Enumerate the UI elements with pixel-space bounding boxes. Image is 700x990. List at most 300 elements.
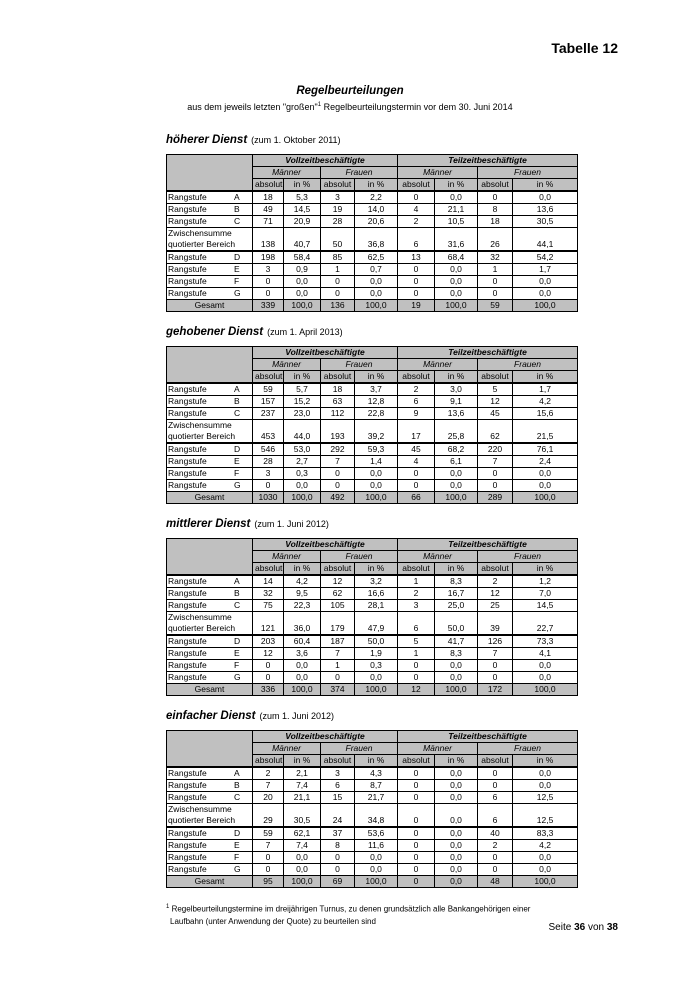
rangstufe-text: Rangstufe [168,444,207,454]
zwischensumme-tz-men-absolut: 6 [398,623,435,635]
rangstufe-text: Rangstufe [168,768,207,778]
gesamt-label: Gesamt [167,300,253,312]
subtitle-footnote-marker: 1 [317,102,322,108]
gesamt-tz-women-absolut: 172 [478,684,513,696]
empty-cell [321,612,355,624]
zwischensumme-row-label [167,228,578,240]
cell-tz-women-absolut: 220 [478,443,513,456]
cell-tz-men-pct: 0,0 [435,864,478,876]
cell-tz-men-pct: 0,0 [435,191,478,204]
header-in-percent: in % [284,755,321,768]
rangstufe-label [167,792,253,804]
zwischensumme-women-absolut: 193 [321,431,355,443]
table-row [167,780,578,792]
empty-cell [398,804,435,816]
cell-tz-women-absolut: 0 [478,672,513,684]
gesamt-label: Gesamt [167,876,253,888]
cell-tz-men-absolut: 0 [398,480,435,492]
zwischensumme-label: Zwischensumme [167,612,253,624]
cell-men-pct: 0,3 [284,468,321,480]
cell-tz-women-absolut: 2 [478,840,513,852]
quotierter-bereich-label: quotierter Bereich [167,815,253,827]
rangstufe-label [167,251,253,264]
gesamt-tz-women-pct: 100,0 [513,300,578,312]
cell-tz-women-pct: 4,1 [513,648,578,660]
cell-men-pct: 7,4 [284,780,321,792]
table-row [167,276,578,288]
gesamt-tz-men-pct: 100,0 [435,492,478,504]
empty-cell [513,612,578,624]
cell-men-pct: 3,6 [284,648,321,660]
gesamt-women-absolut: 136 [321,300,355,312]
zwischensumme-tz-women-pct: 44,1 [513,239,578,251]
rangstufe-letter: F [234,660,240,670]
cell-men-pct: 0,0 [284,864,321,876]
cell-tz-women-absolut: 0 [478,276,513,288]
gesamt-women-pct: 100,0 [355,684,398,696]
section-date: (zum 1. Oktober 2011) [251,135,341,145]
header-absolut: absolut [321,563,355,576]
cell-women-pct: 14,0 [355,204,398,216]
cell-tz-men-pct: 0,0 [435,780,478,792]
document-title: Regelbeurteilungen [296,85,404,97]
rangstufe-letter: C [234,408,241,418]
quotierter-bereich-label: quotierter Bereich [167,623,253,635]
gesamt-women-absolut: 492 [321,492,355,504]
gesamt-tz-women-pct: 100,0 [513,492,578,504]
header-vz-women: Frauen [321,167,398,179]
gesamt-tz-men-pct: 100,0 [435,684,478,696]
cell-tz-men-pct: 41,7 [435,635,478,648]
gesamt-row [167,492,578,504]
table-row [167,443,578,456]
cell-men-pct: 53,0 [284,443,321,456]
cell-men-absolut: 0 [253,276,284,288]
cell-women-pct: 0,0 [355,672,398,684]
cell-tz-men-pct: 3,0 [435,383,478,396]
rangstufe-text: Rangstufe [168,288,207,298]
cell-tz-women-absolut: 126 [478,635,513,648]
cell-men-pct: 4,2 [284,575,321,588]
cell-men-pct: 0,9 [284,264,321,276]
empty-cell [253,612,284,624]
rangstufe-text: Rangstufe [168,216,207,226]
cell-tz-men-absolut: 45 [398,443,435,456]
header-absolut: absolut [253,755,284,768]
header-tz-women: Frauen [478,167,578,179]
section-date: (zum 1. Juni 2012) [254,519,329,529]
rangstufe-letter: A [234,192,240,202]
rangstufe-letter: G [234,288,241,298]
cell-men-absolut: 0 [253,864,284,876]
empty-cell [398,228,435,240]
rangstufe-letter: A [234,768,240,778]
cell-men-absolut: 0 [253,660,284,672]
cell-women-absolut: 3 [321,191,355,204]
cell-men-pct: 21,1 [284,792,321,804]
rangstufe-text: Rangstufe [168,780,207,790]
rangstufe-text: Rangstufe [168,384,207,394]
header-in-percent: in % [284,563,321,576]
cell-women-pct: 3,7 [355,383,398,396]
cell-tz-men-pct: 0,0 [435,264,478,276]
cell-tz-women-absolut: 12 [478,396,513,408]
rangstufe-label [167,648,253,660]
gesamt-tz-men-absolut: 66 [398,492,435,504]
cell-men-pct: 0,0 [284,852,321,864]
cell-tz-men-absolut: 0 [398,852,435,864]
rangstufe-letter: G [234,864,241,874]
cell-tz-women-pct: 0,0 [513,780,578,792]
zwischensumme-label: Zwischensumme [167,420,253,432]
cell-men-absolut: 7 [253,780,284,792]
zwischensumme-tz-men-pct: 25,8 [435,431,478,443]
zwischensumme-tz-men-pct: 50,0 [435,623,478,635]
header-teilzeit: Teilzeitbeschäftigte [398,539,578,551]
cell-tz-women-absolut: 5 [478,383,513,396]
cell-women-absolut: 1 [321,264,355,276]
cell-women-absolut: 18 [321,383,355,396]
empty-cell [284,228,321,240]
cell-tz-women-pct: 0,0 [513,468,578,480]
cell-women-pct: 0,0 [355,852,398,864]
cell-men-absolut: 546 [253,443,284,456]
data-table [166,346,578,504]
rangstufe-letter: A [234,384,240,394]
gesamt-men-absolut: 339 [253,300,284,312]
cell-men-pct: 0,0 [284,288,321,300]
cell-men-absolut: 14 [253,575,284,588]
cell-men-pct: 22,3 [284,600,321,612]
cell-women-pct: 1,9 [355,648,398,660]
cell-men-absolut: 71 [253,216,284,228]
cell-tz-women-pct: 4,2 [513,396,578,408]
zwischensumme-row [167,431,578,443]
header-in-percent: in % [355,563,398,576]
document-subtitle [0,102,700,112]
cell-women-pct: 0,0 [355,288,398,300]
cell-women-absolut: 7 [321,456,355,468]
header-vz-men: Männer [253,359,321,371]
zwischensumme-tz-women-absolut: 26 [478,239,513,251]
zwischensumme-label: Zwischensumme [167,228,253,240]
cell-women-pct: 0,0 [355,864,398,876]
header-corner-cell [167,731,253,768]
rangstufe-letter: D [234,828,241,838]
cell-women-absolut: 8 [321,840,355,852]
cell-women-absolut: 3 [321,767,355,780]
header-row-groups [167,347,578,359]
gesamt-men-pct: 100,0 [284,876,321,888]
empty-cell [478,228,513,240]
zwischensumme-men-absolut: 29 [253,815,284,827]
cell-tz-women-absolut: 1 [478,264,513,276]
cell-tz-men-absolut: 2 [398,588,435,600]
cell-men-absolut: 59 [253,383,284,396]
rangstufe-letter: C [234,792,241,802]
rangstufe-label [167,780,253,792]
empty-cell [478,804,513,816]
header-in-percent: in % [435,755,478,768]
gesamt-tz-women-absolut: 289 [478,492,513,504]
zwischensumme-tz-women-pct: 22,7 [513,623,578,635]
header-absolut: absolut [478,563,513,576]
cell-women-absolut: 6 [321,780,355,792]
header-vollzeit: Vollzeitbeschäftigte [253,347,398,359]
cell-tz-women-absolut: 0 [478,468,513,480]
cell-tz-men-absolut: 0 [398,864,435,876]
footnote [166,901,586,928]
cell-tz-men-absolut: 0 [398,660,435,672]
cell-tz-women-absolut: 2 [478,575,513,588]
header-row-groups [167,539,578,551]
cell-women-pct: 4,3 [355,767,398,780]
cell-women-pct: 16,6 [355,588,398,600]
rangstufe-label [167,191,253,204]
rangstufe-text: Rangstufe [168,636,207,646]
table-row [167,792,578,804]
empty-cell [398,420,435,432]
table-row [167,396,578,408]
zwischensumme-tz-men-pct: 31,6 [435,239,478,251]
zwischensumme-tz-women-pct: 12,5 [513,815,578,827]
cell-men-absolut: 0 [253,480,284,492]
section-heading [166,710,334,722]
rangstufe-text: Rangstufe [168,192,207,202]
table-number-label: Tabelle 12 [551,40,618,56]
rangstufe-label [167,480,253,492]
zwischensumme-row [167,815,578,827]
cell-men-absolut: 32 [253,588,284,600]
rangstufe-letter: F [234,852,240,862]
rangstufe-label [167,408,253,420]
empty-cell [513,420,578,432]
header-row-groups [167,731,578,743]
cell-women-absolut: 0 [321,864,355,876]
footnote-line-2: Laufbahn (unter Anwendung der Quote) zu beurteilen sind [170,916,376,926]
rangstufe-letter: B [234,204,240,214]
cell-men-absolut: 203 [253,635,284,648]
cell-men-pct: 58,4 [284,251,321,264]
cell-tz-men-pct: 9,1 [435,396,478,408]
rangstufe-label [167,396,253,408]
cell-tz-women-pct: 7,0 [513,588,578,600]
rangstufe-label [167,840,253,852]
cell-tz-women-pct: 83,3 [513,827,578,840]
gesamt-tz-women-absolut: 48 [478,876,513,888]
cell-women-absolut: 0 [321,672,355,684]
rangstufe-label [167,288,253,300]
cell-tz-women-pct: 15,6 [513,408,578,420]
cell-women-pct: 12,8 [355,396,398,408]
cell-men-pct: 0,0 [284,672,321,684]
cell-tz-men-pct: 0,0 [435,660,478,672]
header-in-percent: in % [355,371,398,384]
cell-women-absolut: 112 [321,408,355,420]
section-date: (zum 1. Juni 2012) [259,711,335,721]
header-in-percent: in % [513,563,578,576]
header-tz-men: Männer [398,743,478,755]
table-row [167,600,578,612]
section-heading [166,518,329,530]
rangstufe-label [167,852,253,864]
header-corner-cell [167,539,253,576]
rangstufe-label [167,383,253,396]
cell-men-pct: 2,7 [284,456,321,468]
cell-tz-men-absolut: 4 [398,204,435,216]
header-absolut: absolut [321,371,355,384]
cell-tz-women-absolut: 18 [478,216,513,228]
cell-women-pct: 59,3 [355,443,398,456]
gesamt-label: Gesamt [167,492,253,504]
rangstufe-label [167,600,253,612]
cell-women-absolut: 0 [321,276,355,288]
gesamt-tz-men-absolut: 19 [398,300,435,312]
cell-tz-women-absolut: 45 [478,408,513,420]
cell-tz-men-absolut: 0 [398,264,435,276]
header-vz-women: Frauen [321,359,398,371]
section-title: einfacher Dienst [166,710,256,722]
cell-women-absolut: 1 [321,660,355,672]
empty-cell [513,228,578,240]
zwischensumme-women-pct: 39,2 [355,431,398,443]
gesamt-women-pct: 100,0 [355,876,398,888]
cell-tz-women-pct: 0,0 [513,672,578,684]
rangstufe-text: Rangstufe [168,576,207,586]
cell-tz-men-absolut: 0 [398,191,435,204]
empty-cell [355,612,398,624]
cell-tz-women-absolut: 0 [478,780,513,792]
header-vollzeit: Vollzeitbeschäftigte [253,539,398,551]
cell-tz-men-absolut: 9 [398,408,435,420]
cell-tz-women-pct: 0,0 [513,660,578,672]
cell-tz-men-pct: 16,7 [435,588,478,600]
table-row [167,204,578,216]
table-row [167,864,578,876]
rangstufe-text: Rangstufe [168,792,207,802]
zwischensumme-women-pct: 36,8 [355,239,398,251]
cell-tz-women-absolut: 0 [478,288,513,300]
cell-women-pct: 3,2 [355,575,398,588]
zwischensumme-tz-men-pct: 0,0 [435,815,478,827]
zwischensumme-tz-women-absolut: 39 [478,623,513,635]
empty-cell [398,612,435,624]
cell-tz-women-pct: 1,2 [513,575,578,588]
header-tz-men: Männer [398,359,478,371]
cell-women-pct: 0,0 [355,480,398,492]
cell-women-pct: 0,7 [355,264,398,276]
cell-women-absolut: 19 [321,204,355,216]
header-row-groups [167,155,578,167]
zwischensumme-men-absolut: 138 [253,239,284,251]
cell-men-pct: 7,4 [284,840,321,852]
header-in-percent: in % [513,371,578,384]
cell-women-absolut: 85 [321,251,355,264]
zwischensumme-tz-women-pct: 21,5 [513,431,578,443]
header-absolut: absolut [321,755,355,768]
rangstufe-text: Rangstufe [168,276,207,286]
table-row [167,216,578,228]
cell-tz-women-pct: 14,5 [513,600,578,612]
cell-men-absolut: 18 [253,191,284,204]
cell-tz-women-pct: 76,1 [513,443,578,456]
rangstufe-letter: D [234,444,241,454]
zwischensumme-women-absolut: 50 [321,239,355,251]
rangstufe-label [167,456,253,468]
cell-tz-men-pct: 0,0 [435,288,478,300]
rangstufe-letter: F [234,276,240,286]
table-row [167,635,578,648]
cell-men-absolut: 3 [253,468,284,480]
table-row [167,383,578,396]
cell-tz-men-absolut: 6 [398,396,435,408]
cell-tz-women-pct: 0,0 [513,288,578,300]
cell-tz-men-absolut: 3 [398,600,435,612]
gesamt-men-pct: 100,0 [284,492,321,504]
rangstufe-letter: G [234,480,241,490]
rangstufe-label [167,588,253,600]
rangstufe-text: Rangstufe [168,660,207,670]
cell-men-pct: 2,1 [284,767,321,780]
cell-women-absolut: 0 [321,288,355,300]
cell-women-absolut: 292 [321,443,355,456]
cell-tz-men-pct: 25,0 [435,600,478,612]
empty-cell [284,612,321,624]
cell-men-absolut: 2 [253,767,284,780]
empty-cell [321,804,355,816]
cell-women-pct: 62,5 [355,251,398,264]
page-total: 38 [606,922,618,933]
empty-cell [355,804,398,816]
zwischensumme-men-pct: 30,5 [284,815,321,827]
rangstufe-text: Rangstufe [168,600,207,610]
cell-women-pct: 1,4 [355,456,398,468]
rangstufe-letter: E [234,264,240,274]
header-corner-cell [167,155,253,192]
header-tz-men: Männer [398,551,478,563]
cell-men-absolut: 12 [253,648,284,660]
header-tz-women: Frauen [478,743,578,755]
empty-cell [435,804,478,816]
header-in-percent: in % [435,563,478,576]
cell-tz-men-pct: 0,0 [435,852,478,864]
cell-tz-men-absolut: 0 [398,672,435,684]
cell-tz-women-pct: 13,6 [513,204,578,216]
cell-tz-men-pct: 10,5 [435,216,478,228]
zwischensumme-tz-women-absolut: 62 [478,431,513,443]
cell-tz-women-absolut: 12 [478,588,513,600]
page-current: 36 [574,922,586,933]
cell-tz-women-pct: 12,5 [513,792,578,804]
rangstufe-text: Rangstufe [168,672,207,682]
table-row [167,660,578,672]
rangstufe-letter: F [234,468,240,478]
table-row [167,827,578,840]
zwischensumme-tz-women-absolut: 6 [478,815,513,827]
section-title: mittlerer Dienst [166,518,251,530]
cell-tz-men-pct: 68,2 [435,443,478,456]
table-row [167,588,578,600]
cell-tz-women-pct: 0,0 [513,480,578,492]
header-tz-women: Frauen [478,551,578,563]
quotierter-bereich-label: quotierter Bereich [167,431,253,443]
table-row [167,191,578,204]
cell-tz-men-absolut: 2 [398,216,435,228]
cell-tz-women-absolut: 0 [478,852,513,864]
rangstufe-text: Rangstufe [168,456,207,466]
cell-tz-women-absolut: 0 [478,660,513,672]
cell-men-pct: 14,5 [284,204,321,216]
